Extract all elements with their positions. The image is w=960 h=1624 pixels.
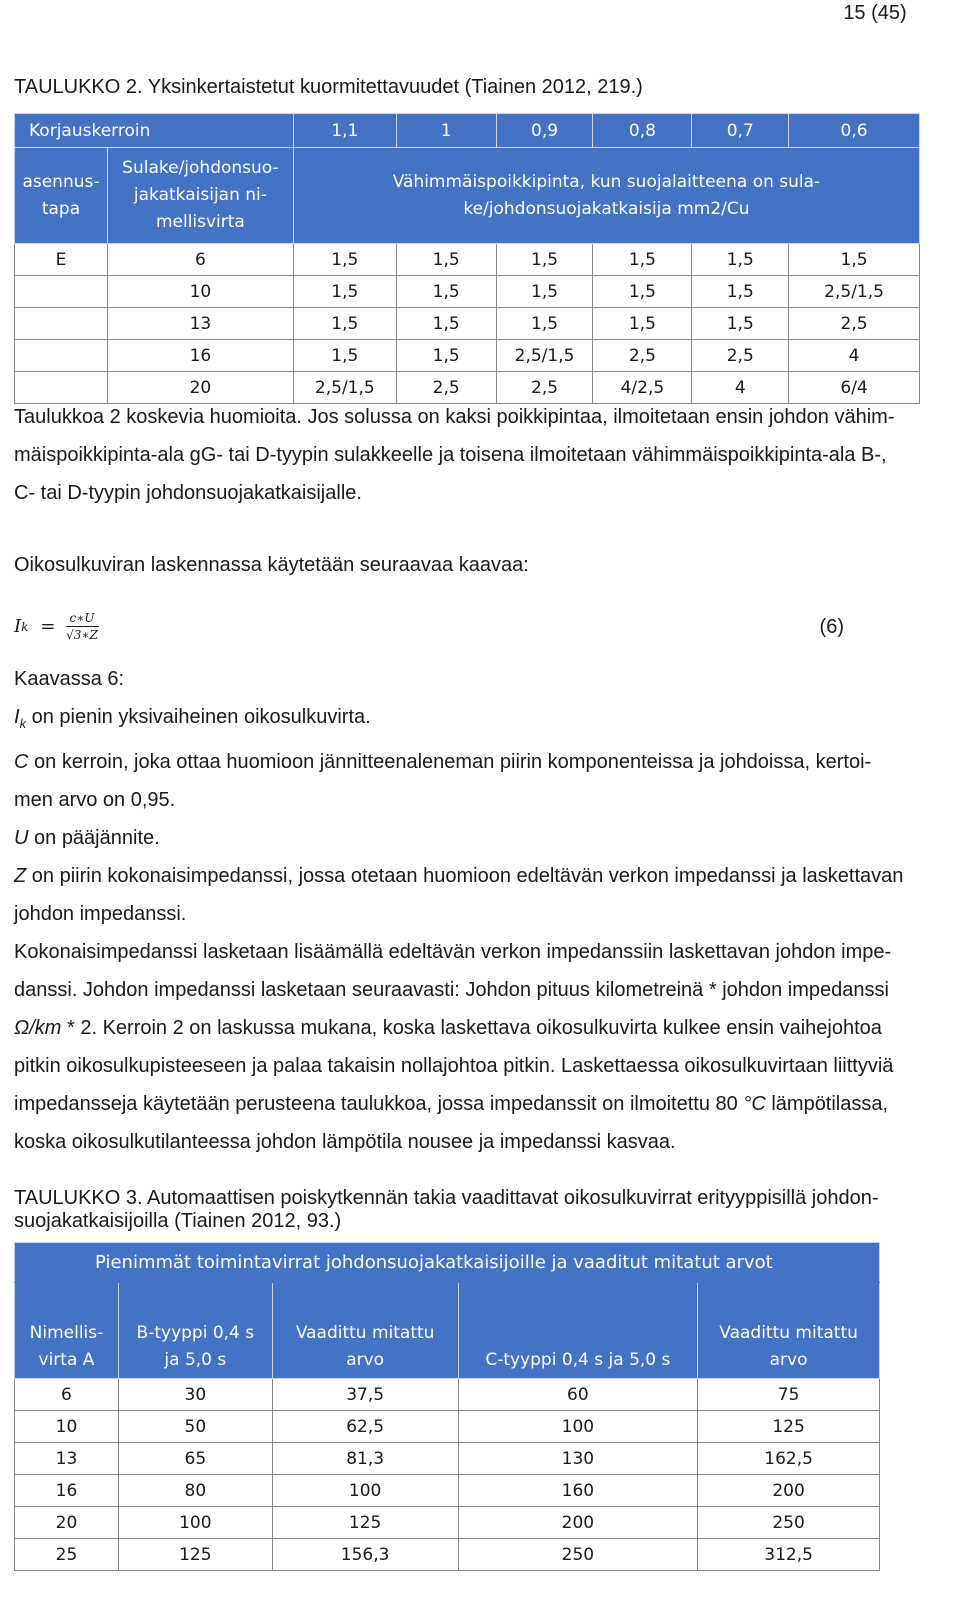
value-cell: 2,5	[496, 372, 593, 404]
value-cell: 1,5	[692, 308, 789, 340]
table-row	[15, 308, 920, 340]
rated-current-cell: 10	[107, 276, 293, 308]
header-line: Sulake/johdonsuo-	[122, 158, 279, 178]
value-cell: 2,5	[692, 340, 789, 372]
c-text: on kerroin, joka ottaa huomioon jännitteenaleneman piirin komponenteissa ja johdoissa, kertoi-	[28, 751, 872, 773]
table-cell: 200	[698, 1475, 880, 1507]
total-impedance-line: Kokonaisimpedanssi lasketaan lisäämällä edeltävän verkon impedanssiin laskettavan johdon impe-	[14, 941, 892, 963]
value-cell: 1,5	[293, 340, 396, 372]
correction-factor-label: Korjauskerroin	[15, 114, 294, 148]
factor-cell: 1	[396, 114, 496, 148]
c-symbol: C	[14, 751, 29, 773]
table-cell: 156,3	[272, 1539, 458, 1571]
table2-notes	[14, 398, 944, 512]
factor-cell: 0,9	[496, 114, 593, 148]
header-line: ke/johdonsuojakatkaisija mm2/Cu	[463, 198, 750, 219]
formula-numerator: c∗U	[66, 610, 99, 627]
caption-line: suojakatkaisijoilla (Tiainen 2012, 93.)	[14, 1210, 342, 1232]
definition-u	[14, 819, 944, 857]
rated-current-cell: 6	[107, 244, 293, 276]
table-cell: 100	[118, 1507, 272, 1539]
table-cell: 25	[15, 1539, 119, 1571]
value-cell: 2,5	[789, 308, 920, 340]
total-text: impedansseja käytetään perusteena taulukkoa, jossa impedanssit on ilmoitettu 80	[14, 1093, 744, 1115]
header-line: Vaadittu mitattu	[295, 1323, 435, 1343]
table-cell: 100	[458, 1411, 698, 1443]
definition-c	[14, 743, 944, 781]
z-symbol: Z	[14, 865, 27, 887]
table-row	[15, 1443, 880, 1475]
header-line: Vaadittu mitattu	[719, 1323, 858, 1343]
factor-cell: 1,1	[293, 114, 396, 148]
install-method-cell	[15, 308, 108, 340]
table-cell: 37,5	[272, 1379, 458, 1411]
min-cross-section-header	[293, 148, 919, 244]
table-cell: 80	[118, 1475, 272, 1507]
value-cell: 1,5	[396, 276, 496, 308]
table-cell: 100	[272, 1475, 458, 1507]
total-impedance-line	[14, 1085, 944, 1123]
z-text: on piirin kokonaisimpedanssi, jossa otetaan huomioon edeltävän verkon impedanssi ja laskettavan	[26, 865, 904, 887]
table2-header-row	[15, 148, 920, 244]
formula-equals: =	[40, 616, 56, 637]
col-header-b-required	[272, 1283, 458, 1379]
table-cell: 13	[15, 1443, 119, 1475]
factor-cell: 0,8	[593, 114, 692, 148]
definition-c-cont: men arvo on 0,95.	[14, 789, 176, 811]
table-cell: 125	[118, 1539, 272, 1571]
celsius-symbol: °C	[743, 1093, 766, 1115]
equation-number: (6)	[819, 616, 844, 638]
header-line: Vähimmäispoikkipinta, kun suojalaitteena on sula-	[392, 171, 821, 192]
value-cell: 1,5	[593, 308, 692, 340]
formula-lhs-subscript: k	[21, 619, 29, 634]
table-cell: 6	[15, 1379, 119, 1411]
header-line: ja 5,0 s	[164, 1350, 227, 1370]
table-cell: 160	[458, 1475, 698, 1507]
note-line: mäispoikkipinta-ala gG- tai D-tyypin sulakkeelle ja toisena ilmoitetaan vähimmäispoikkipinta-ala B-,	[14, 444, 887, 466]
value-cell: 1,5	[692, 244, 789, 276]
col-header-rated-current	[15, 1283, 119, 1379]
value-cell: 1,5	[293, 308, 396, 340]
table-cell: 125	[272, 1507, 458, 1539]
value-cell: 1,5	[692, 276, 789, 308]
value-cell: 1,5	[396, 308, 496, 340]
rated-current-cell: 16	[107, 340, 293, 372]
factor-cell: 0,6	[789, 114, 920, 148]
table-cell: 312,5	[698, 1539, 880, 1571]
definition-ik	[14, 698, 944, 743]
formula-definitions	[14, 660, 944, 1161]
value-cell: 2,5	[396, 372, 496, 404]
table2-correction-row	[15, 114, 920, 148]
total-impedance-line: pitkin oikosulkupisteeseen ja palaa takaisin nollajohtoa pitkin. Laskettaessa oikosulkuvirtaan liittyviä	[14, 1055, 894, 1077]
value-cell: 1,5	[593, 244, 692, 276]
short-circuit-formula	[14, 610, 99, 643]
install-method-cell	[15, 276, 108, 308]
table-cell: 16	[15, 1475, 119, 1507]
table-cell: 50	[118, 1411, 272, 1443]
value-cell: 1,5	[396, 244, 496, 276]
table-cell: 60	[458, 1379, 698, 1411]
value-cell: 1,5	[496, 308, 593, 340]
value-cell: 2,5	[593, 340, 692, 372]
table-cell: 10	[15, 1411, 119, 1443]
header-line: mellisvirta	[155, 212, 245, 232]
table-cell: 30	[118, 1379, 272, 1411]
ik-subscript: k	[19, 716, 27, 731]
col-header-b-type	[118, 1283, 272, 1379]
value-cell: 1,5	[593, 276, 692, 308]
header-line: tapa	[41, 198, 81, 219]
total-impedance-line: koska oikosulkutilanteessa johdon lämpötila nousee ja impedanssi kasvaa.	[14, 1131, 676, 1153]
formula-row	[14, 606, 914, 654]
col-header-c-type	[458, 1283, 698, 1379]
ohm-per-km-symbol: Ω/km	[14, 1017, 62, 1039]
total-text: * 2. Kerroin 2 on laskussa mukana, koska laskettava oikosulkuvirta kulkee ensin vaihejohtoa	[61, 1017, 882, 1039]
table-row	[15, 1379, 880, 1411]
value-cell: 4	[692, 372, 789, 404]
header-line: arvo	[346, 1350, 385, 1370]
table-cell: 250	[458, 1539, 698, 1571]
factor-cell: 0,7	[692, 114, 789, 148]
table-row	[15, 244, 920, 276]
ik-text: on pienin yksivaiheinen oikosulkuvirta.	[26, 706, 371, 728]
table-cell: 20	[15, 1507, 119, 1539]
value-cell: 1,5	[293, 244, 396, 276]
formula-fraction	[66, 610, 99, 643]
table-row	[15, 1507, 880, 1539]
note-line: C- tai D-tyypin johdonsuojakatkaisijalle.	[14, 482, 362, 504]
value-cell: 1,5	[293, 276, 396, 308]
value-cell: 4	[789, 340, 920, 372]
table-cell: 125	[698, 1411, 880, 1443]
header-line: jakatkaisijan ni-	[133, 185, 267, 205]
value-cell: 4/2,5	[593, 372, 692, 404]
value-cell: 1,5	[496, 276, 593, 308]
install-method-cell: E	[15, 244, 108, 276]
install-method-header	[15, 148, 108, 244]
table-row	[15, 1539, 880, 1571]
definitions-heading: Kaavassa 6:	[14, 668, 125, 690]
table-row	[15, 340, 920, 372]
note-line: Taulukkoa 2 koskevia huomioita. Jos solussa on kaksi poikkipintaa, ilmoitetaan ensin johdon vähim-	[14, 406, 895, 428]
formula-denominator: √3∗Z	[66, 628, 98, 642]
header-line: C-tyyppi 0,4 s ja 5,0 s	[485, 1350, 671, 1370]
table3-header-row	[15, 1283, 880, 1379]
definition-z	[14, 857, 944, 895]
u-text: on pääjännite.	[28, 827, 160, 849]
value-cell: 2,5/1,5	[789, 276, 920, 308]
total-text: lämpötilassa,	[765, 1093, 889, 1115]
value-cell: 6/4	[789, 372, 920, 404]
table-cell: 162,5	[698, 1443, 880, 1475]
table-cell: 81,3	[272, 1443, 458, 1475]
value-cell: 2,5/1,5	[293, 372, 396, 404]
table-cell: 200	[458, 1507, 698, 1539]
table-cell: 65	[118, 1443, 272, 1475]
formula-lead-in: Oikosulkuviran laskennassa käytetään seuraavaa kaavaa:	[14, 554, 529, 576]
value-cell: 1,5	[789, 244, 920, 276]
table3-title-row	[15, 1243, 880, 1283]
value-cell: 1,5	[496, 244, 593, 276]
table2	[14, 113, 920, 404]
table-cell: 75	[698, 1379, 880, 1411]
header-line: virta A	[38, 1350, 95, 1370]
install-method-cell	[15, 340, 108, 372]
header-line: arvo	[769, 1350, 808, 1370]
table-row	[15, 276, 920, 308]
col-header-c-required	[698, 1283, 880, 1379]
table2-caption: TAULUKKO 2. Yksinkertaistetut kuormitettavuudet (Tiainen 2012, 219.)	[14, 76, 643, 98]
table-cell: 130	[458, 1443, 698, 1475]
table3-title: Pienimmät toimintavirrat johdonsuojakatkaisijoille ja vaaditut mitatut arvot	[15, 1243, 880, 1283]
table-cell: 62,5	[272, 1411, 458, 1443]
table3-caption	[14, 1187, 944, 1233]
page-number: 15 (45)	[843, 2, 907, 24]
table-row	[15, 1475, 880, 1507]
header-line: B-tyyppi 0,4 s	[136, 1323, 255, 1343]
table-cell: 250	[698, 1507, 880, 1539]
caption-line: TAULUKKO 3. Automaattisen poiskytkennän takia vaadittavat oikosulkuvirrat erityyppisillä johdon-	[14, 1187, 879, 1209]
value-cell: 2,5/1,5	[496, 340, 593, 372]
fuse-rating-header	[107, 148, 293, 244]
header-line: Nimellis-	[29, 1323, 104, 1343]
rated-current-cell: 13	[107, 308, 293, 340]
total-impedance-line	[14, 1009, 944, 1047]
formula-lhs: I	[14, 616, 22, 637]
u-symbol: U	[14, 827, 29, 849]
table-row	[15, 1411, 880, 1443]
definition-z-cont: johdon impedanssi.	[14, 903, 187, 925]
table3	[14, 1242, 880, 1571]
ik-symbol: I	[14, 706, 20, 728]
value-cell: 1,5	[396, 340, 496, 372]
total-impedance-line: danssi. Johdon impedanssi lasketaan seuraavasti: Johdon pituus kilometreinä * johdon impedanssi	[14, 979, 889, 1001]
header-line: asennus-	[22, 171, 100, 192]
rated-current-cell: 20	[107, 372, 293, 404]
